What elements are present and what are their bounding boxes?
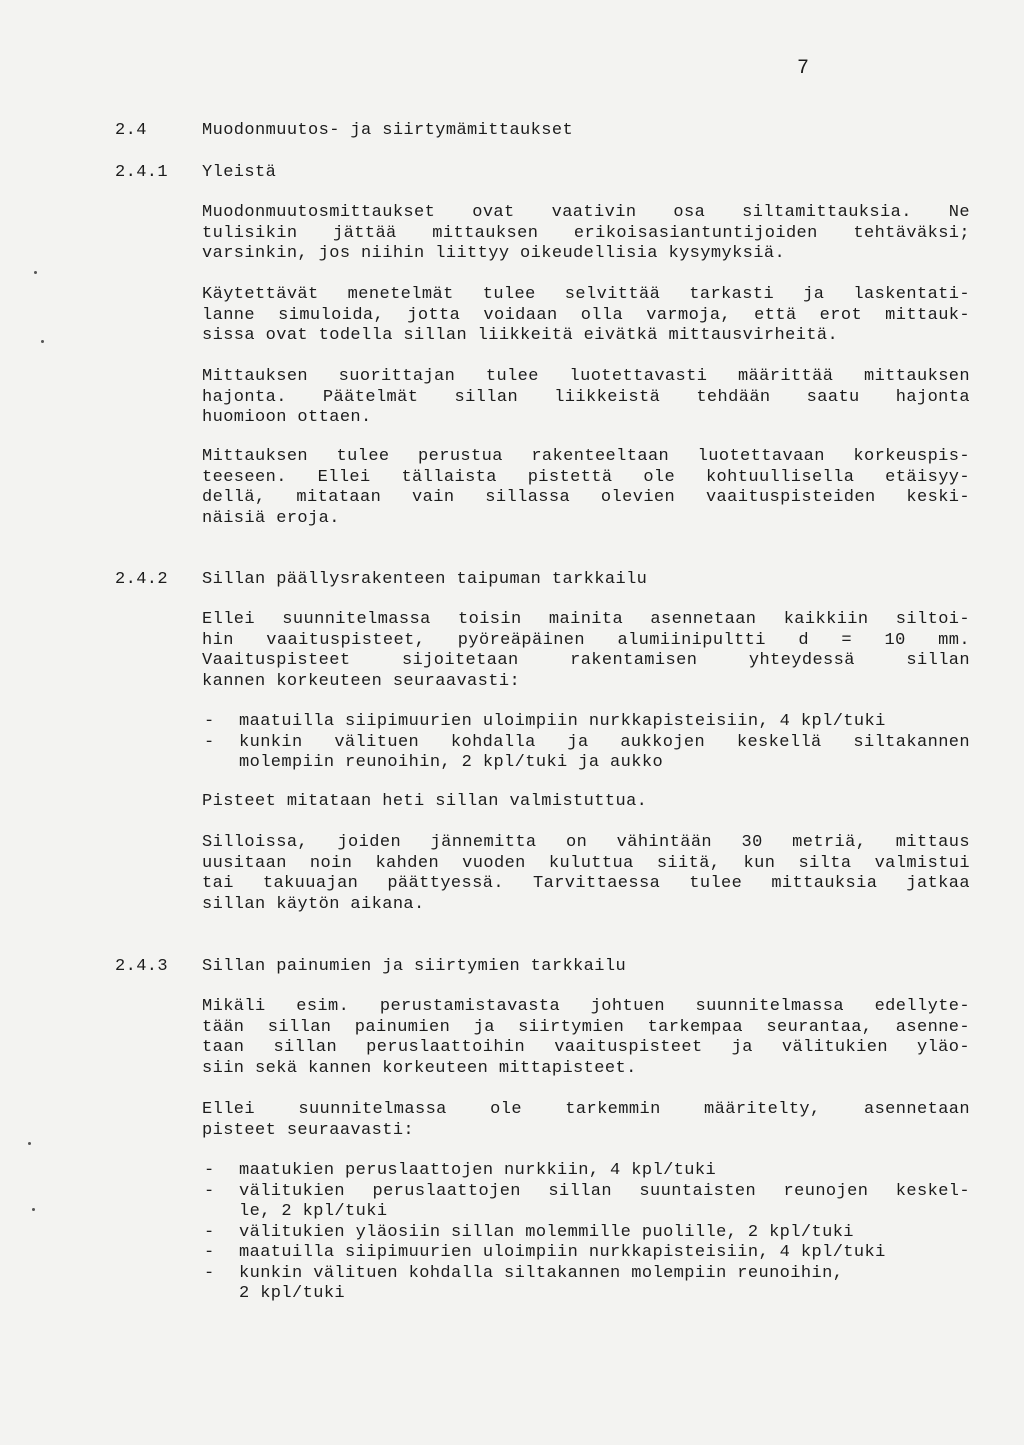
section-number-2-4-2: 2.4.2	[115, 570, 169, 589]
text-line: Ellei suunnitelmassa toisin mainita asennetaan kaikkiin siltoi-	[202, 610, 970, 629]
section-title-2-4-2: Sillan päällysrakenteen taipuman tarkkailu	[202, 570, 648, 589]
paragraph-4	[202, 447, 970, 529]
text-line: maatukien peruslaattojen nurkkiin, 4 kpl/tuki	[239, 1161, 717, 1180]
paragraph-3	[202, 367, 970, 429]
list-item	[202, 1264, 970, 1305]
dash-bullet: -	[204, 712, 215, 731]
text-line: taan sillan peruslaattoihin vaaituspisteet ja välitukien yläo-	[202, 1038, 970, 1057]
text-line: dellä, mitataan vain sillassa olevien vaaituspisteiden keski-	[202, 488, 970, 507]
text-line: Silloissa, joiden jännemitta on vähintään 30 metriä, mittaus	[202, 833, 970, 852]
paragraph-2	[202, 285, 970, 347]
scan-speck	[28, 1142, 31, 1145]
text-line: välitukien yläosiin sillan molemmille puolille, 2 kpl/tuki	[239, 1222, 854, 1242]
text-line: kunkin välituen kohdalla ja aukkojen keskellä siltakannen	[239, 732, 970, 752]
paragraph-1	[202, 203, 970, 265]
text-line: sissa ovat todella sillan liikkeitä eivätkä mittausvirheitä.	[202, 326, 839, 345]
dash-bullet: -	[204, 1181, 215, 1201]
text-line: maatuilla siipimuurien uloimpiin nurkkapisteisiin, 4 kpl/tuki	[239, 1243, 886, 1262]
text-line: molempiin reunoihin, 2 kpl/tuki ja aukko	[239, 753, 664, 772]
text-line: maatuilla siipimuurien uloimpiin nurkkapisteisiin, 4 kpl/tuki	[239, 712, 886, 731]
text-line: sillan käytön aikana.	[202, 894, 425, 914]
scan-speck	[34, 271, 37, 274]
dash-bullet: -	[204, 732, 215, 752]
section-title-2-4: Muodonmuutos- ja siirtymämittaukset	[202, 121, 574, 140]
paragraph-5	[202, 610, 970, 692]
section-title-2-4-1: Yleistä	[202, 163, 277, 182]
text-line: siin sekä kannen korkeuteen mittapisteet.	[202, 1058, 637, 1078]
paragraph-9	[202, 1100, 970, 1141]
text-line: näisiä eroja.	[202, 508, 340, 528]
text-line: uusitaan noin kahden vuoden kuluttua siitä, kun silta valmistui	[202, 853, 970, 873]
scan-speck	[32, 1208, 35, 1211]
text-line: 2 kpl/tuki	[239, 1284, 346, 1303]
section-number-2-4-1: 2.4.1	[115, 163, 169, 182]
section-number-2-4: 2.4	[115, 121, 147, 140]
bullet-list-2	[202, 1161, 970, 1305]
text-line: pisteet seuraavasti:	[202, 1120, 415, 1140]
scan-speck	[41, 340, 44, 343]
list-item	[202, 1243, 970, 1264]
text-line: välitukien peruslaattojen sillan suuntaisten reunojen keskel-	[239, 1181, 970, 1201]
text-line: varsinkin, jos niihin liittyy oikeudellisia kysymyksiä.	[202, 244, 786, 263]
list-item	[202, 712, 970, 733]
bullet-list-1	[202, 712, 970, 774]
dash-bullet: -	[204, 1161, 215, 1180]
text-line: huomioon ottaen.	[202, 408, 372, 427]
text-line: tai takuuajan päättyessä. Tarvittaessa tulee mittauksia jatkaa	[202, 874, 970, 893]
text-line: Pisteet mitataan heti sillan valmistuttua.	[202, 792, 648, 811]
paragraph-8	[202, 997, 970, 1079]
section-number-2-4-3: 2.4.3	[115, 957, 169, 976]
page-number: 7	[797, 57, 810, 80]
text-line: Mittauksen tulee perustua rakenteeltaan luotettavaan korkeuspis-	[202, 447, 970, 466]
text-line: tulisikin jättää mittauksen erikoisasiantuntijoiden tehtäväksi;	[202, 223, 970, 243]
text-line: kannen korkeuteen seuraavasti:	[202, 671, 521, 691]
text-line: lanne simuloida, jotta voidaan olla varmoja, että erot mittauk-	[202, 305, 970, 325]
text-line: Ellei suunnitelmassa ole tarkemmin määritelty, asennetaan	[202, 1100, 970, 1119]
text-line: le, 2 kpl/tuki	[239, 1202, 388, 1221]
text-line: Vaaituspisteet sijoitetaan rakentamisen yhteydessä sillan	[202, 651, 970, 670]
text-line: Käytettävät menetelmät tulee selvittää tarkasti ja laskentati-	[202, 285, 970, 304]
list-item	[202, 1182, 970, 1223]
list-item	[202, 1223, 970, 1244]
text-line: Muodonmuutosmittaukset ovat vaativin osa siltamittauksia. Ne	[202, 203, 970, 222]
text-line: hin vaaituspisteet, pyöreäpäinen alumiinipultti d = 10 mm.	[202, 630, 970, 650]
paragraph-6	[202, 792, 970, 813]
paragraph-7	[202, 833, 970, 915]
text-line: hajonta. Päätelmät sillan liikkeistä tehdään saatu hajonta	[202, 387, 970, 407]
list-item	[202, 733, 970, 774]
dash-bullet: -	[204, 1263, 215, 1283]
text-line: kunkin välituen kohdalla siltakannen molempiin reunoihin,	[239, 1263, 844, 1283]
text-line: tään sillan painumien ja siirtymien tarkempaa seurantaa, asenne-	[202, 1017, 970, 1037]
text-line: Mittauksen suorittajan tulee luotettavasti määrittää mittauksen	[202, 367, 970, 386]
section-title-2-4-3: Sillan painumien ja siirtymien tarkkailu	[202, 957, 627, 976]
list-item	[202, 1161, 970, 1182]
text-line: Mikäli esim. perustamistavasta johtuen suunnitelmassa edellyte-	[202, 997, 970, 1016]
text-line: teeseen. Ellei tällaista pistettä ole kohtuullisella etäisyy-	[202, 467, 970, 487]
dash-bullet: -	[204, 1243, 215, 1262]
dash-bullet: -	[204, 1222, 215, 1242]
